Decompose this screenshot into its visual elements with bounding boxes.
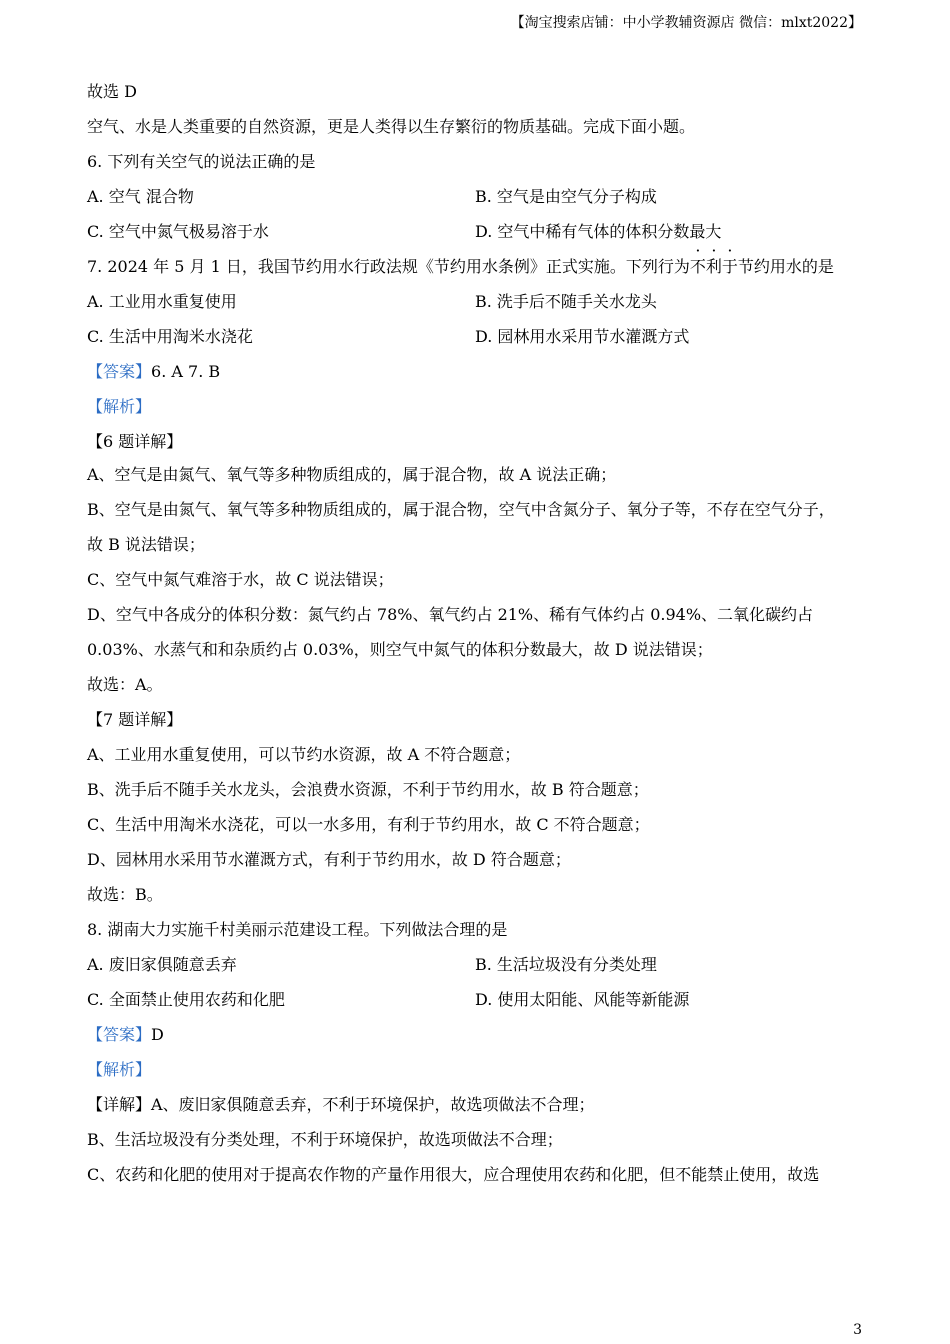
detail-6-b-2: 故 B 说法错误；: [87, 535, 205, 554]
detail-7-c: C、生活中用淘米水浇花，可以一水多用，有利于节约用水，故 C 不符合题意；: [87, 815, 650, 834]
detail-title-6: 【6 题详解】: [87, 432, 183, 451]
detail-7-a: A、工业用水重复使用，可以节约水资源，故 A 不符合题意；: [87, 745, 521, 764]
option-b: B. 洗手后不随手关水龙头: [475, 292, 657, 311]
question-7-options-row-2: [87, 323, 877, 358]
answer-tag: 【答案】: [87, 362, 152, 381]
option-c: C. 生活中用淘米水浇花: [87, 327, 253, 346]
question-7-suffix: 节约用水的是: [737, 257, 834, 276]
question-8: 8. 湖南大力实施千村美丽示范建设工程。下列做法合理的是: [87, 920, 508, 939]
answer-line: 故选 D: [87, 82, 137, 101]
analysis-tag: 【解析】: [87, 1060, 152, 1079]
detail-6-d-2: 0.03%、水蒸气和和杂质约占 0.03%，则空气中氮气的体积分数最大，故 D 说法错误；: [87, 640, 713, 659]
option-a: A. 空气 混合物: [87, 187, 194, 206]
question-7-options-row-1: [87, 288, 877, 323]
detail-6-a: A、空气是由氮气、氧气等多种物质组成的，属于混合物，故 A 说法正确；: [87, 465, 617, 484]
detail-7-conclusion: 故选：B。: [87, 885, 163, 904]
page-header-watermark: 【淘宝搜索店铺：中小学教辅资源店 微信：mlxt2022】: [510, 15, 862, 31]
option-a: A. 废旧家俱随意丢弃: [87, 955, 237, 974]
question-7-prefix: 7. 2024 年 5 月 1 日，我国节约用水行政法规《节约用水条例》正式实施。下列行为: [87, 257, 690, 276]
question-6-options-row-1: [87, 183, 877, 218]
option-c: C. 全面禁止使用农药和化肥: [87, 990, 285, 1009]
option-c: C. 空气中氮气极易溶于水: [87, 222, 269, 241]
option-d: D. 空气中稀有气体的体积分数最大: [475, 222, 722, 241]
answer-line: [87, 1021, 877, 1056]
detail-6-b-1: B、空气是由氮气、氧气等多种物质组成的，属于混合物，空气中含氮分子、氧分子等，不存在空气分子，: [87, 500, 835, 519]
option-b: B. 生活垃圾没有分类处理: [475, 955, 657, 974]
detail-8-a: 【详解】A、废旧家俱随意丢弃，不利于环境保护，故选项做法不合理；: [87, 1095, 595, 1114]
question-8-options-row-1: [87, 951, 877, 986]
emphasis-char: 利: [705, 257, 722, 276]
analysis-tag: 【解析】: [87, 397, 152, 416]
detail-6-d-1: D、空气中各成分的体积分数：氮气约占 78%、氧气约占 21%、稀有气体约占 0.94%、二氧化碳约占: [87, 605, 814, 624]
detail-7-d: D、园林用水采用节水灌溉方式，有利于节约用水，故 D 符合题意；: [87, 850, 571, 869]
answer-line: [87, 358, 877, 393]
detail-6-conclusion: 故选：A。: [87, 675, 163, 694]
answer-tag: 【答案】: [87, 1025, 152, 1044]
option-d: D. 使用太阳能、风能等新能源: [475, 990, 690, 1009]
document-body: [87, 78, 877, 1196]
emphasis-char: 于: [721, 257, 738, 276]
question-8-options-row-2: [87, 986, 877, 1021]
question-7: [87, 253, 877, 288]
detail-8-b: B、生活垃圾没有分类处理，不利于环境保护，故选项做法不合理；: [87, 1130, 563, 1149]
question-6: 6. 下列有关空气的说法正确的是: [87, 152, 316, 171]
question-6-options-row-2: [87, 218, 877, 253]
emphasis-char: 不: [689, 257, 706, 276]
passage-intro: 空气、水是人类重要的自然资源，更是人类得以生存繁衍的物质基础。完成下面小题。: [87, 117, 696, 136]
answer-value: D: [151, 1025, 164, 1044]
detail-8-c: C、农药和化肥的使用对于提高农作物的产量作用很大，应合理使用农药和化肥，但不能禁止使用，故选: [87, 1165, 820, 1184]
answer-value: 6. A 7. B: [151, 362, 221, 381]
detail-title-7: 【7 题详解】: [87, 710, 183, 729]
option-d: D. 园林用水采用节水灌溉方式: [475, 327, 690, 346]
detail-7-b: B、洗手后不随手关水龙头，会浪费水资源，不利于节约用水，故 B 符合题意；: [87, 780, 649, 799]
detail-6-c: C、空气中氮气难溶于水，故 C 说法错误；: [87, 570, 394, 589]
page-number: 3: [853, 1322, 862, 1338]
option-b: B. 空气是由空气分子构成: [475, 187, 657, 206]
option-a: A. 工业用水重复使用: [87, 292, 237, 311]
